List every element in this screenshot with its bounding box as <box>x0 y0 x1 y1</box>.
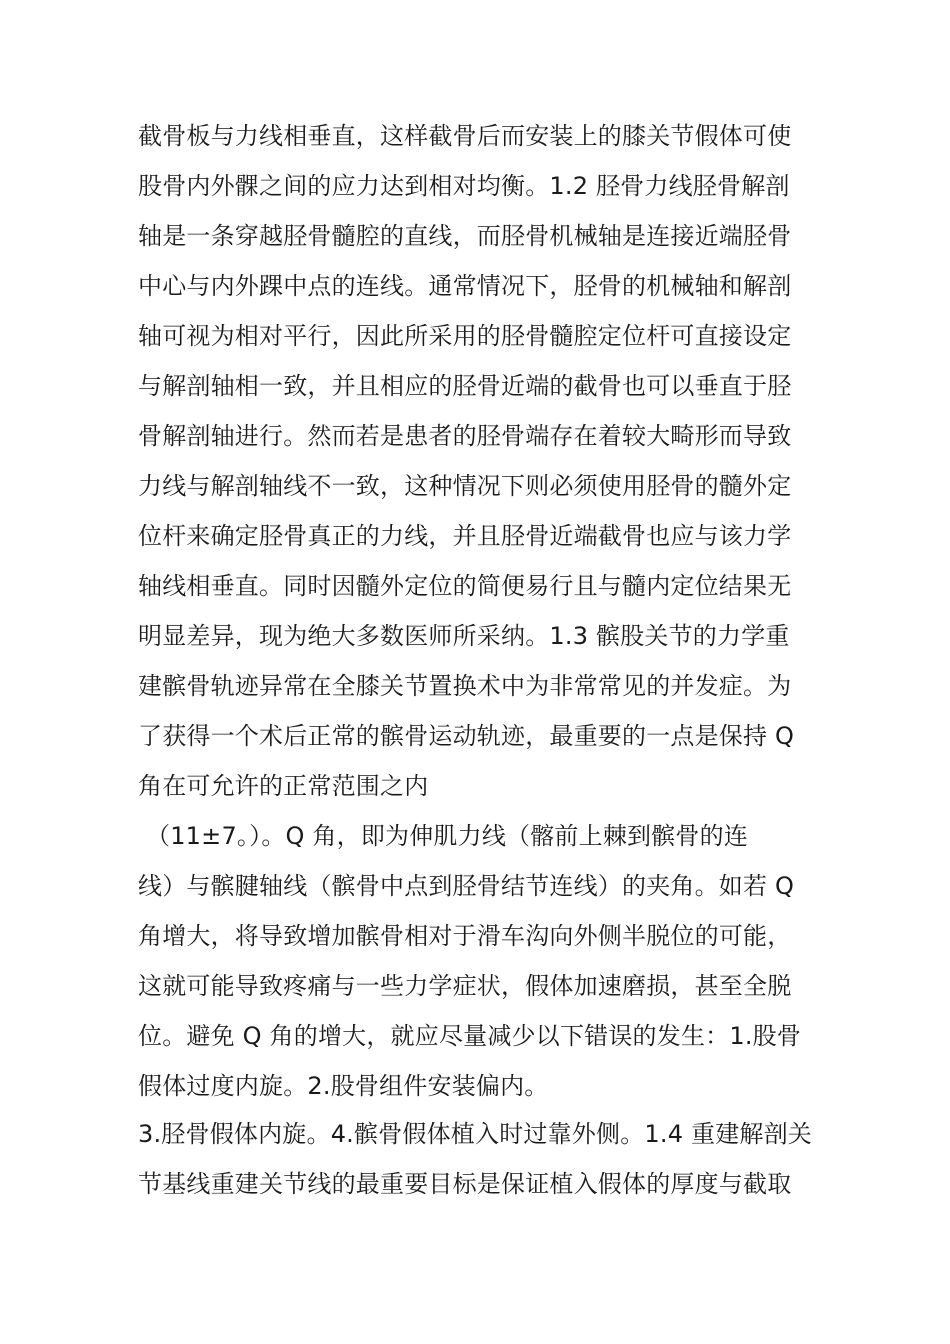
text-line: 与解剖轴相一致，并且相应的胫骨近端的截骨也可以垂直于胫 <box>138 372 792 400</box>
text-line: 中心与内外踝中点的连线。通常情况下，胫骨的机械轴和解剖 <box>138 272 792 300</box>
text-line: 假体过度内旋。2.股骨组件安装偏内。 <box>138 1072 549 1100</box>
text-line: 线）与髌腱轴线（髌骨中点到胫骨结节连线）的夹角。如若 Q <box>138 872 795 900</box>
text-line: 轴可视为相对平行，因此所采用的胫骨髓腔定位杆可直接设定 <box>138 322 792 350</box>
text-line: 角增大，将导致增加髌骨相对于滑车沟向外侧半脱位的可能， <box>138 922 792 950</box>
text-line: 位杆来确定胫骨真正的力线，并且胫骨近端截骨也应与该力学 <box>138 522 792 550</box>
text-line: 明显差异，现为绝大多数医师所采纳。1.3 髌股关节的力学重 <box>138 622 790 650</box>
text-line: 建髌骨轨迹异常在全膝关节置换术中为非常常见的并发症。为 <box>138 672 792 700</box>
text-line: 角在可允许的正常范围之内 <box>138 772 429 800</box>
text-line: 位。避免 Q 角的增大，就应尽量减少以下错误的发生：1.股骨 <box>138 1022 802 1050</box>
text-line: 节基线重建关节线的最重要目标是保证植入假体的厚度与截取 <box>138 1170 792 1198</box>
text-line: 力线与解剖轴线不一致，这种情况下则必须使用胫骨的髓外定 <box>138 472 792 500</box>
text-line: 股骨内外髁之间的应力达到相对均衡。1.2 胫骨力线胫骨解剖 <box>138 172 790 200</box>
text-line: 了获得一个术后正常的髌骨运动轨迹，最重要的一点是保持 Q <box>138 722 795 750</box>
text-line: 轴是一条穿越胫骨髓腔的直线，而胫骨机械轴是连接近端胫骨 <box>138 222 792 250</box>
text-line: 轴线相垂直。同时因髓外定位的简便易行且与髓内定位结果无 <box>138 572 792 600</box>
text-line: 截骨板与力线相垂直，这样截骨后而安装上的膝关节假体可使 <box>138 122 792 150</box>
text-line: 3.胫骨假体内旋。4.髌骨假体植入时过靠外侧。1.4 重建解剖关 <box>138 1120 812 1148</box>
text-line: 这就可能导致疼痛与一些力学症状，假体加速磨损，甚至全脱 <box>138 972 792 1000</box>
text-line: 骨解剖轴进行。然而若是患者的胫骨端存在着较大畸形而导致 <box>138 422 792 450</box>
text-line: （11±7。）。Q 角，即为伸肌力线（髂前上棘到髌骨的连 <box>146 822 749 850</box>
